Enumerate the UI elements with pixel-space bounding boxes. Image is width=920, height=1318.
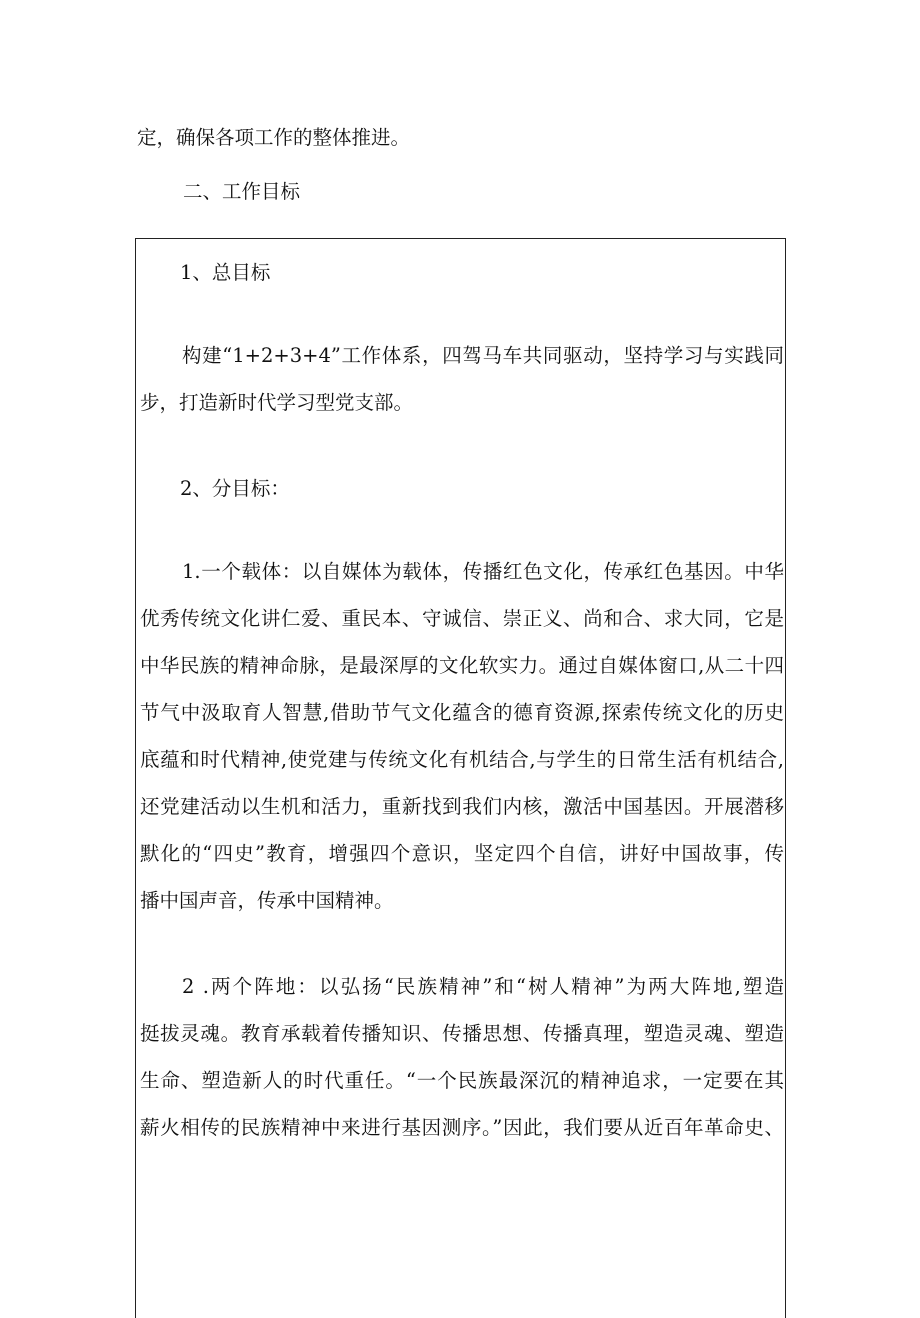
sub-goal-1-line: 节气中汲取育人智慧,借助节气文化蕴含的德育资源,探索传统文化的历史 xyxy=(140,701,784,724)
overall-goal-body-line: 构建“1+2+3+4”工作体系，四驾马车共同驱动，坚持学习与实践同 xyxy=(182,344,784,367)
sub-goal-1-line: 播中国声音，传承中国精神。 xyxy=(140,889,394,912)
sub-goal-1-line: 优秀传统文化讲仁爱、重民本、守诚信、崇正义、尚和合、求大同，它是 xyxy=(140,607,784,630)
sub-goal-1-line: 还党建活动以生机和活力，重新找到我们内核，激活中国基因。开展潜移 xyxy=(140,795,784,818)
sub-goal-1-line: 中华民族的精神命脉，是最深厚的文化软实力。通过自媒体窗口,从二十四 xyxy=(140,654,784,677)
sub-goal-2-line: 生命、塑造新人的时代重任。“一个民族最深沉的精神追求，一定要在其 xyxy=(140,1069,784,1092)
intro-continuation-line: 定，确保各项工作的整体推进。 xyxy=(137,126,411,149)
sub-goals-title: 2、分目标： xyxy=(180,477,290,500)
overall-goal-body-line: 步，打造新时代学习型党支部。 xyxy=(140,391,414,414)
section-heading-work-goals: 二、工作目标 xyxy=(183,180,301,203)
sub-goal-2-line: 薪火相传的民族精神中来进行基因测序。”因此，我们要从近百年革命史、 xyxy=(140,1116,784,1139)
sub-goal-2-line: 2 .两个阵地：以弘扬“民族精神”和“树人精神”为两大阵地,塑造 xyxy=(182,975,784,998)
sub-goal-1-line: 底蕴和时代精神,使党建与传统文化有机结合,与学生的日常生活有机结合, xyxy=(140,748,784,771)
overall-goal-title: 1、总目标 xyxy=(180,261,271,284)
sub-goal-2-line: 挺拔灵魂。教育承载着传播知识、传播思想、传播真理，塑造灵魂、塑造 xyxy=(140,1022,784,1045)
sub-goal-1-line: 1.一个载体：以自媒体为载体，传播红色文化，传承红色基因。中华 xyxy=(182,560,784,583)
sub-goal-1-line: 默化的“四史”教育，增强四个意识，坚定四个自信，讲好中国故事，传 xyxy=(140,842,784,865)
